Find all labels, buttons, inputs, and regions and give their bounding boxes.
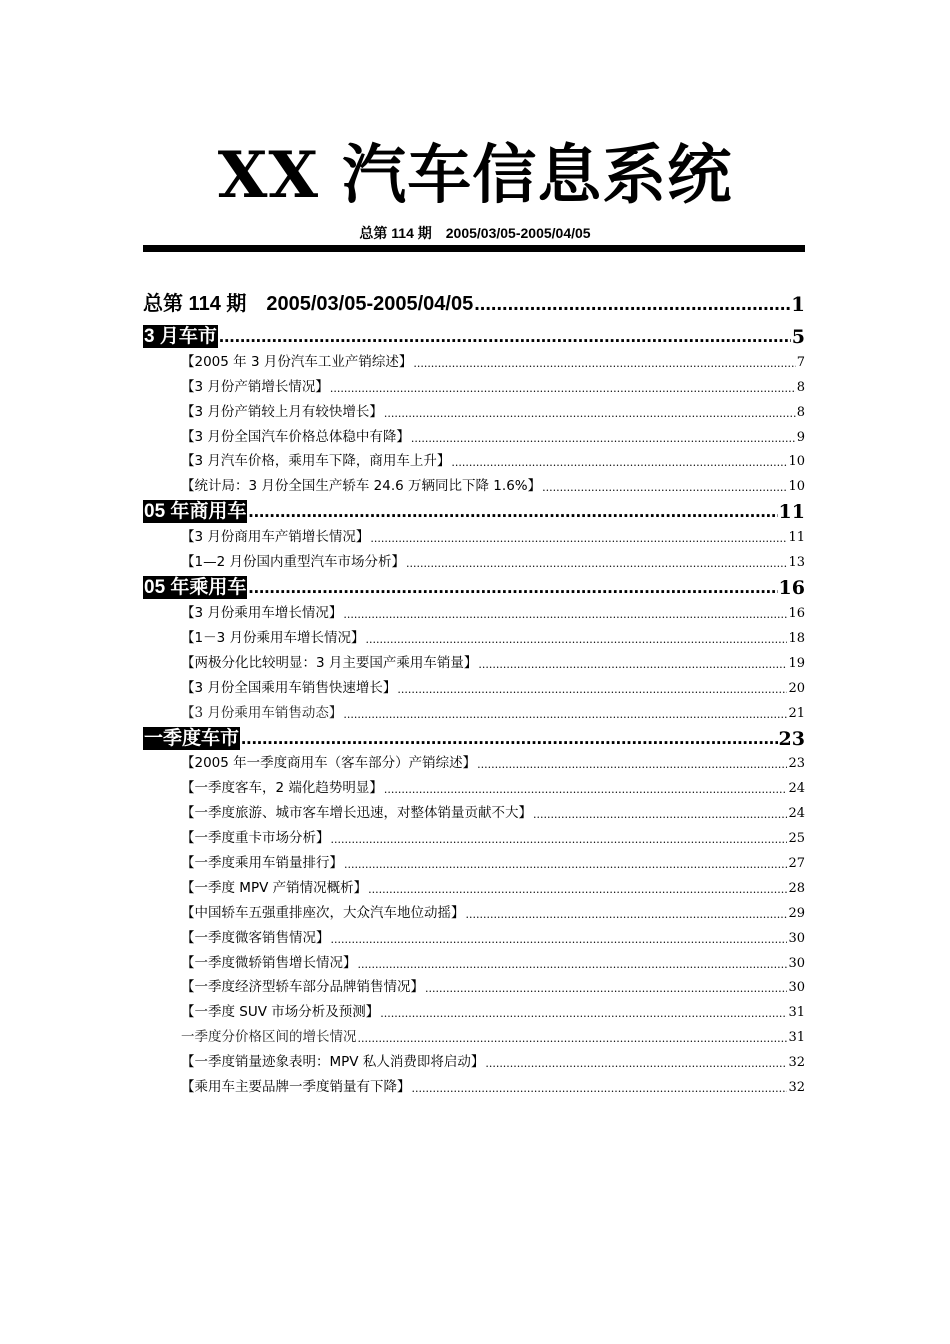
toc-entry[interactable]: [143, 824, 805, 849]
toc-entry-text: 【一季度微轿销售增长情况】: [181, 954, 357, 971]
toc-entry[interactable]: [143, 624, 805, 649]
toc-entry[interactable]: [143, 523, 805, 548]
toc-sections: [143, 322, 805, 1098]
toc-entry-page: 30: [788, 930, 805, 946]
toc-entry-text: 【一季度重卡市场分析】: [181, 830, 330, 847]
toc-entry-page: 19: [788, 655, 805, 671]
toc-entry-text: 【3 月份全国汽车价格总体稳中有降】: [181, 428, 410, 445]
dot-leader: [425, 982, 787, 995]
toc-entry-page: 21: [788, 705, 805, 721]
toc-entry-text: 【一季度销量迹象表明：MPV 私人消费即将启动】: [181, 1054, 485, 1071]
dot-leader: [330, 382, 796, 395]
toc-entry-text: 【3 月份商用车产销增长情况】: [181, 529, 370, 546]
toc-entry[interactable]: [143, 373, 805, 398]
toc-entry[interactable]: [143, 448, 805, 473]
toc-entry-page: 16: [788, 606, 805, 622]
toc-entry[interactable]: [143, 750, 805, 775]
toc-entry-text: 【2005 年一季度商用车（客车部分）产销综述】: [181, 755, 477, 772]
toc-entry-page: 28: [788, 880, 805, 896]
toc-entry-page: 27: [788, 856, 805, 872]
toc-entry-page: 31: [788, 1005, 805, 1021]
dot-leader: [343, 608, 787, 621]
dot-leader: [413, 357, 795, 370]
toc-top-entry[interactable]: [143, 290, 805, 322]
toc-entry[interactable]: [143, 699, 805, 724]
toc-entry[interactable]: [143, 774, 805, 799]
toc-entry-text: 【两极分化比较明显：3 月主要国产乘用车销量】: [181, 654, 478, 671]
toc-entry-text: 【中国轿车五强重排座次，大众汽车地位动摇】: [181, 904, 465, 921]
toc-entry-text: 【3 月份乘用车增长情况】: [181, 605, 343, 622]
toc-entry[interactable]: [143, 649, 805, 674]
dot-leader: [542, 481, 787, 494]
dot-leader: [365, 633, 787, 646]
toc-entry[interactable]: [143, 924, 805, 949]
document-title: XX 汽车信息系统: [217, 138, 733, 213]
toc-entry-text: 【一季度乘用车销量排行】: [181, 855, 343, 872]
toc-entry-text: 【统计局：3 月份全国生产轿车 24.6 万辆同比下降 1.6%】: [181, 478, 542, 495]
dot-leader: [370, 532, 787, 545]
toc-entry[interactable]: [143, 874, 805, 899]
toc-section-title: 05 年乘用车: [144, 577, 247, 599]
issue-subtitle: 总第 114 期 2005/03/05-2005/04/05: [359, 225, 591, 241]
toc-entry-page: 13: [788, 555, 805, 571]
toc-entry-page: 10: [788, 454, 805, 470]
dot-leader: [411, 432, 796, 445]
dot-leader: [397, 683, 787, 696]
dot-leader: [248, 501, 777, 523]
dot-leader: [344, 858, 787, 871]
toc-entry-page: 7: [796, 354, 805, 370]
toc-entry-page: 11: [788, 530, 805, 546]
toc-entry-page: 31: [788, 1030, 805, 1046]
toc-entry-page: 29: [788, 905, 805, 921]
toc-entry-page: 9: [796, 429, 805, 445]
dot-leader: [451, 456, 787, 469]
dot-leader: [241, 728, 778, 750]
toc-entry-text: 【一季度经济型轿车部分品牌销售情况】: [181, 979, 424, 996]
header-rule: [143, 245, 805, 252]
dot-leader: [368, 883, 787, 896]
toc-entry[interactable]: [143, 599, 805, 624]
toc-entry[interactable]: [143, 398, 805, 423]
toc-entry-text: 【一季度旅游、城市客车增长迅速，对整体销量贡献不大】: [181, 805, 532, 822]
toc-entry[interactable]: [143, 548, 805, 573]
toc-entry[interactable]: [143, 1023, 805, 1048]
toc-entry-text: 【2005 年 3 月份汽车工业产销综述】: [181, 353, 413, 370]
toc-entry-page: 24: [788, 781, 805, 797]
toc-entry-page: 30: [788, 980, 805, 996]
toc-entry-page: 20: [788, 680, 805, 696]
toc-entry-text: 【一季度微客销售情况】: [181, 929, 330, 946]
dot-leader: [380, 1007, 787, 1020]
toc-entry[interactable]: [143, 949, 805, 974]
toc-entry-page: 32: [788, 1055, 805, 1071]
toc-entry[interactable]: [143, 799, 805, 824]
toc-entry[interactable]: [143, 1048, 805, 1073]
toc-section-heading[interactable]: [143, 724, 805, 750]
toc-entry[interactable]: [143, 674, 805, 699]
toc-section-page: 5: [791, 326, 805, 348]
dot-leader: [412, 1082, 788, 1095]
dot-leader: [331, 833, 788, 846]
toc-section-page: 16: [778, 577, 805, 600]
toc-section-page: 11: [778, 501, 805, 524]
toc-entry[interactable]: [143, 472, 805, 497]
toc-entry-page: 8: [796, 379, 805, 395]
toc-entry-text: 【1－3 月份乘用车增长情况】: [181, 629, 365, 646]
dot-leader: [485, 1057, 787, 1070]
toc-entry[interactable]: [143, 974, 805, 999]
toc-entry-page: 24: [788, 806, 805, 822]
toc-entry-page: 8: [796, 404, 805, 420]
dot-leader: [248, 577, 777, 599]
toc-entry-text: 【3 月汽车价格，乘用车下降，商用车上升】: [181, 453, 451, 470]
toc-entry-page: 30: [788, 955, 805, 971]
toc-entry-text: 【3 月份乘用车销售动态】: [181, 704, 343, 721]
toc-top-entry-text: 总第 114 期 2005/03/05-2005/04/05: [143, 293, 474, 315]
toc-section-heading[interactable]: [143, 497, 805, 523]
toc-entry-page: 10: [788, 479, 805, 495]
dot-leader: [331, 933, 788, 946]
toc-entry[interactable]: [143, 348, 805, 373]
dot-leader: [466, 908, 788, 921]
toc-entry-text: 【1—2 月份国内重型汽车市场分析】: [181, 554, 405, 571]
dot-leader: [384, 783, 788, 796]
table-of-contents: [143, 290, 805, 1098]
toc-entry-page: 18: [788, 630, 805, 646]
toc-entry-page: 25: [788, 831, 805, 847]
toc-entry-text: 【3 月份产销增长情况】: [181, 378, 329, 395]
dot-leader: [358, 1032, 788, 1045]
toc-entry[interactable]: [143, 998, 805, 1023]
toc-entry-text: 【乘用车主要品牌一季度销量有下降】: [181, 1079, 411, 1096]
dot-leader: [406, 557, 787, 570]
toc-entry[interactable]: [143, 1073, 805, 1098]
toc-top-entry-page: 1: [791, 292, 805, 316]
dot-leader: [219, 326, 791, 348]
toc-entry-page: 23: [788, 756, 805, 772]
toc-entry-text: 一季度分价格区间的增长情况: [181, 1029, 357, 1046]
toc-entry-text: 【3 月份全国乘用车销售快速增长】: [181, 679, 397, 696]
toc-entry-text: 【一季度客车，2 端化趋势明显】: [181, 780, 383, 797]
toc-section-title: 一季度车市: [144, 727, 240, 749]
dot-leader: [358, 958, 788, 971]
toc-entry-text: 【一季度 SUV 市场分析及预测】: [181, 1004, 380, 1021]
toc-entry-page: 32: [788, 1080, 805, 1096]
dot-leader: [384, 407, 796, 420]
toc-entry[interactable]: [143, 899, 805, 924]
dot-leader: [477, 758, 787, 771]
dot-leader: [533, 808, 787, 821]
toc-section-heading[interactable]: [143, 322, 805, 348]
toc-entry[interactable]: [143, 849, 805, 874]
toc-section-page: 23: [778, 727, 805, 750]
dot-leader: [478, 658, 787, 671]
toc-entry-text: 【3 月份产销较上月有较快增长】: [181, 403, 383, 420]
toc-section-title: 05 年商用车: [144, 501, 247, 523]
toc-entry-text: 【一季度 MPV 产销情况概析】: [181, 879, 368, 896]
dot-leader: [343, 708, 787, 721]
toc-entry[interactable]: [143, 423, 805, 448]
dot-leader: [474, 293, 790, 316]
toc-section-heading[interactable]: [143, 573, 805, 599]
toc-section-title: 3 月车市: [144, 326, 217, 347]
